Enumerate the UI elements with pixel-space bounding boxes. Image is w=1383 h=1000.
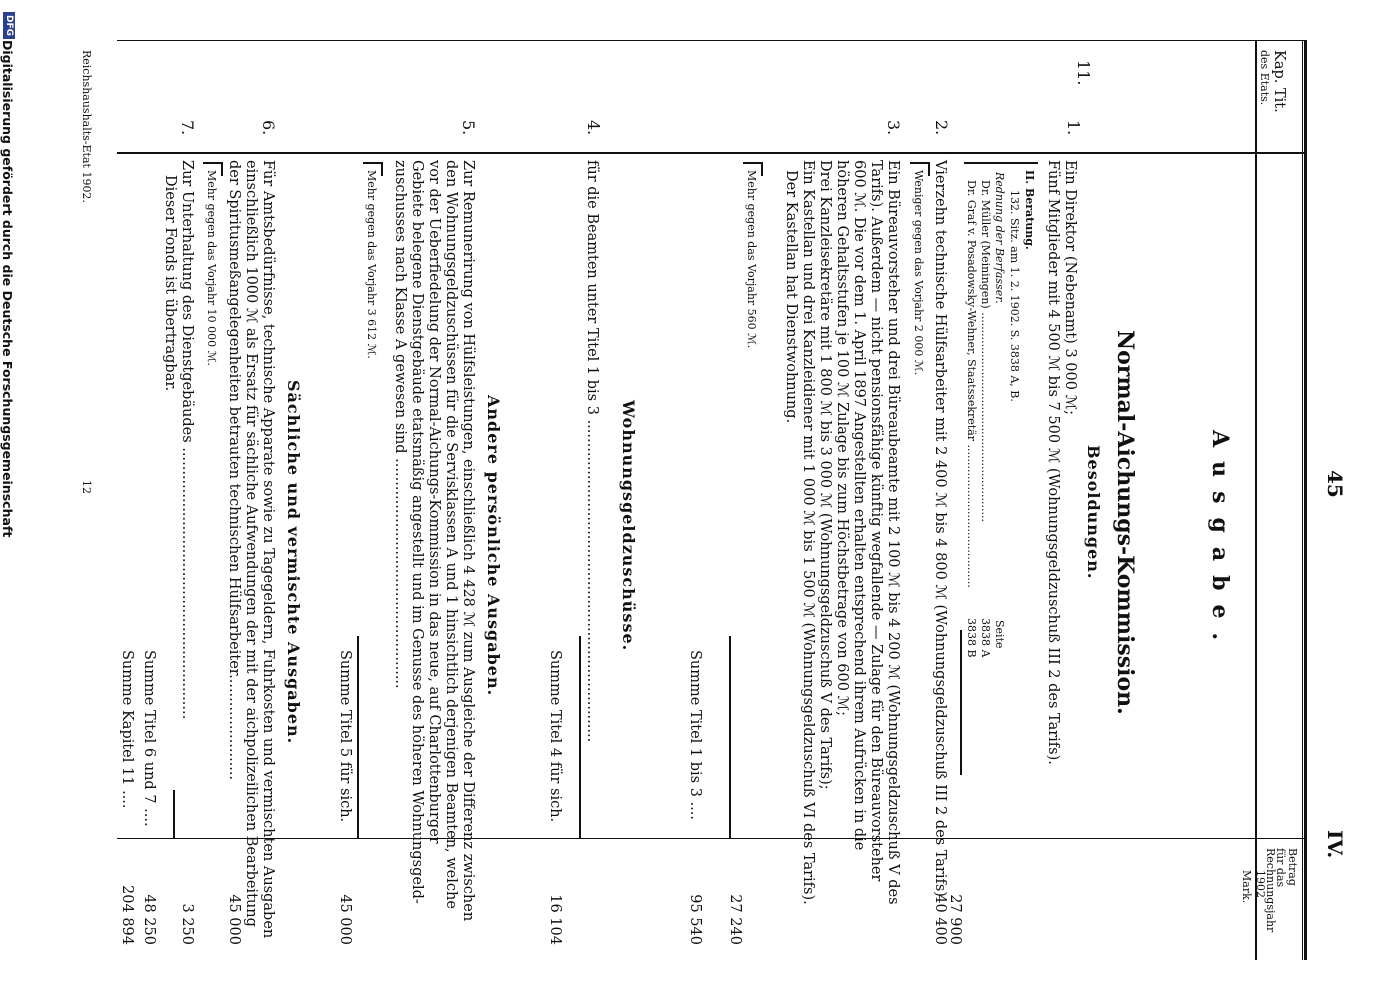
titel-1-line1: Ein Direktor (Nebenamt) 3 000 ℳ; <box>1062 160 1078 415</box>
titel-5-line2: den Wohnungsgeldzuschüssen für die Servisklassen A und 1 hinsichtlich derjenigen Beamten, welche <box>443 160 459 909</box>
titel-3-line3: 600 ℳ. Die vor dem 1. April 1897 Angestellten erhalten entsprechend ihrem Aufrücken in die <box>851 160 867 851</box>
header-bottom-rule <box>1255 40 1257 960</box>
summe-5-label: Summe Titel 5 für sich. <box>337 650 353 823</box>
titel-3-line6: Ein Kastellan und drei Kanzleidiener mit 1 000 ℳ bis 1 500 ℳ (Wohnungsgeldzuschuß VI des Tarifs). <box>800 160 816 905</box>
header-betrag-2: für das <box>1274 848 1287 888</box>
titel-4-underline <box>579 636 581 838</box>
titel-7-line1: Zur Unterhaltung des Dienstgebäudes ........................................................... <box>179 160 195 720</box>
footer-etat: Reichshaushalts-Etat 1902. <box>80 50 93 203</box>
titel-5-line4: Gebiete belegene Dienstgebäude etatsmäßig angestellt und im Genusse des höheren Wohnungsgeld- <box>409 160 425 904</box>
amount-col-divider <box>117 838 1305 839</box>
section-number: IV. <box>1323 830 1347 859</box>
header-betrag-1: Betrag <box>1286 848 1299 886</box>
titel-2-line1: Vierzehn technische Hülfsarbeiter mit 2 400 ℳ bis 4 800 ℳ (Wohnungsgeldzuschuß III 2 des Tarifs) <box>932 160 948 897</box>
redner-2: Dr. Graf v. Posadowsky-Wehner, Staatssekretär ......................................... <box>965 180 978 588</box>
redner-2-seite: 3838 B <box>965 618 978 658</box>
section-andere: Andere persönliche Ausgaben. <box>484 395 503 697</box>
titel-1-amount: 27 900 <box>947 894 963 945</box>
titel-3-line7: Der Kastellan hat Dienstwohnung. <box>783 170 799 424</box>
header-betrag-4: 1902 <box>1254 870 1267 898</box>
header-mark: Mark. <box>1240 870 1253 904</box>
titel-4-line1: für die Beamten unter Titel 1 bis 3 ...................................................................... <box>584 160 600 743</box>
kap-col-divider <box>117 40 1305 41</box>
section-wohnungsgeld: Wohnungsgeldzuschüsse. <box>619 400 638 652</box>
titel-2-amount: 40 400 <box>932 894 948 945</box>
summe-4-label: Summe Titel 4 für sich. <box>547 650 563 823</box>
titel-6-line1: Für Amtsbedürfnisse, technische Apparate sowie zu Tagegeldern, Fuhrkosten und vermischten Ausgaben <box>260 160 276 939</box>
kap-number: 11. <box>1074 60 1093 86</box>
weniger-box-top <box>928 162 930 176</box>
titel-5-line3: vor der Ueberfiedelung der Normal-Aichungs-Kommission in das neue, auf Charlottenburger <box>426 160 442 844</box>
beratung-line: 132. Sitz. am 1. 2. 1902. S. 3838 A, B. <box>1008 190 1021 402</box>
titel-5-underline <box>357 636 359 838</box>
titel-7-line2: Dieser Fonds ist übertragbar. <box>162 175 178 392</box>
dfg-logo: DFG <box>3 12 15 39</box>
table-top-rule <box>1304 40 1307 960</box>
header-des-etats: des Etats. <box>1258 50 1271 106</box>
beratung-box-left <box>964 162 1038 164</box>
titel-7-underline <box>173 790 175 838</box>
titel-2-number: 2. <box>932 120 951 136</box>
redner-label: Rednung der Berfasser. <box>993 172 1006 304</box>
titel-6-line3: der Spiritusmeßangelegenheiten betrauten technischen Hülfsarbeiter....................... <box>226 160 242 781</box>
summe-kapitel-label: Summe Kapitel 11 .... <box>119 650 135 809</box>
weniger-box-left <box>910 162 930 164</box>
beratung-label: II. Beratung. <box>1023 170 1036 250</box>
summe-6-7-label: Summe Titel 6 und 7 .... <box>141 650 157 827</box>
titel-3-line1: Ein Büreauvorsteher und drei Büreaubeamte mit 2 100 ℳ bis 4 200 ℳ (Wohnungsgeldzuschuß V des <box>885 160 901 905</box>
summe-1-3-label: Summe Titel 1 bis 3 .... <box>687 650 703 820</box>
mehr-6-box-left <box>203 162 223 164</box>
section-saechliche: Sächliche und vermischte Ausgaben. <box>284 380 303 745</box>
titel-3-number: 3. <box>884 120 903 136</box>
titel-5-line5: zuschusses nach Klasse A gewesen sind .................................................. <box>392 160 408 689</box>
titel-3-line5: Drei Kanzleisekretäre mit 1 800 ℳ bis 3 000 ℳ (Wohnungsgeldzuschuß V des Tarifs); <box>817 160 833 790</box>
titel-2-weniger: Weniger gegen das Vorjahr 2 000 ℳ. <box>912 170 925 376</box>
titel-3-mehr: Mehr gegen das Vorjahr 560 ℳ. <box>745 170 758 349</box>
seite-label: Seite <box>993 620 1006 649</box>
titel-1-line2: Fünf Mitglieder mit 4 500 ℳ bis 7 500 ℳ (Wohnungsgeldzuschuß III 2 des Tarifs). <box>1045 160 1061 765</box>
mehr-3-box-left <box>743 162 763 164</box>
commission-title: Normal-Aichungs-Kommission. <box>1112 330 1138 715</box>
mehr-5-box-top <box>381 162 383 176</box>
text-col-divider <box>117 152 1305 154</box>
section-besoldungen: Besoldungen. <box>1084 445 1103 580</box>
titel-3-line2: Tarifs). Außerdem — nicht pensionsfähige künftig wegfallende — Zulage für den Büreauvorsteher <box>868 160 884 882</box>
titel-6-number: 6. <box>259 120 278 136</box>
header-kap: Kap. Tit. <box>1271 50 1287 113</box>
mehr-6-box-top <box>221 162 223 176</box>
titel-7-amount: 3 250 <box>179 903 195 945</box>
mehr-5-box-left <box>363 162 383 164</box>
titel-7-number: 7. <box>178 120 197 136</box>
summe-1-3-amount: 95 540 <box>687 894 703 945</box>
titel-5-line1: Zur Remunerirung von Hülfsleistungen, einschließlich 4 428 ℳ zum Ausgleiche der Differenz zwischen <box>460 160 476 922</box>
mehr-3-box-top <box>761 162 763 176</box>
ausgabe-title: Ausgabe. <box>1207 430 1233 655</box>
summe-4-amount: 16 104 <box>547 894 563 945</box>
redner-1: Dr. Müller (Meiningen) ............................................................ <box>979 180 992 522</box>
titel-3-amount: 27 240 <box>727 894 743 945</box>
titel-5-mehr: Mehr gegen das Vorjahr 3 612 ℳ. <box>365 170 378 359</box>
redner-1-seite: 3838 A <box>979 618 992 658</box>
footer-page: 12 <box>80 480 93 494</box>
titel-6-line2: einschließlich 1000 ℳ als Ersatz für sächliche Aufwendungen der mit der aichpolizeilichen Bearbeitung <box>243 160 259 927</box>
header-betrag-3: Rechnungsjahr <box>1264 848 1277 933</box>
titel-6-mehr: Mehr gegen das Vorjahr 10 000 ℳ. <box>205 170 218 366</box>
page-number: 45 <box>1323 470 1347 498</box>
titel-1-number: 1. <box>1064 120 1083 136</box>
summe-kapitel-amount: 204 894 <box>119 885 135 945</box>
titel-6-amount: 45 000 <box>226 894 242 945</box>
digitization-note: Digitalisierung gefördert durch die Deutsche Forschungsgemeinschaft <box>0 40 15 538</box>
titel-3-underline <box>729 636 731 838</box>
table-top-rule-thin <box>1302 40 1303 960</box>
titel-4-number: 4. <box>584 120 603 136</box>
titel-3-line4: höheren Gehaltsstufen je 100 ℳ Zulage bis zum Höchstbetrage von 600 ℳ; <box>834 160 850 716</box>
summe-5-amount: 45 000 <box>337 894 353 945</box>
titel-5-number: 5. <box>459 120 478 136</box>
summe-6-7-amount: 48 250 <box>141 894 157 945</box>
titel-1-underline <box>960 630 962 775</box>
